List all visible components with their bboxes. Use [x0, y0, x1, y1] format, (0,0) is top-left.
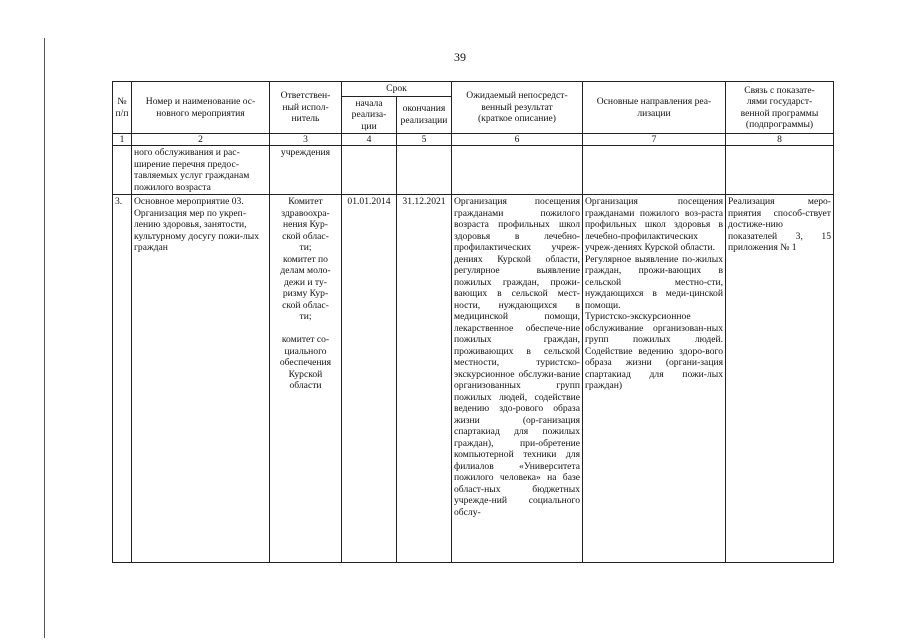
header-directions: Основные направления реа- лизации [583, 82, 726, 134]
column-number: 6 [452, 134, 583, 146]
scan-margin-line [44, 38, 45, 638]
directions [583, 146, 726, 195]
column-number: 7 [583, 134, 726, 146]
header-end: окончания реализации [397, 96, 452, 134]
header-responsible: Ответствен- ный испол- нитель [270, 82, 342, 134]
start-date: 01.01.2014 [342, 195, 397, 563]
header-link-indicators: Связь с показате- лями государст- венной программы (подпрограммы) [726, 82, 834, 134]
expected-result [452, 146, 583, 195]
column-number: 8 [726, 134, 834, 146]
responsible-executor: учреждения [270, 146, 342, 195]
column-number: 2 [132, 134, 270, 146]
header-term: Срок [342, 82, 452, 97]
indicator-link: Реализация меро-приятия способ-ствует достиже-нию показателей 3, 15 приложения № 1 [726, 195, 834, 563]
header-expected-result: Ожидаемый непосредст- венный результат (краткое описание) [452, 82, 583, 134]
table-row [113, 146, 834, 195]
row-number: 3. [113, 195, 132, 563]
column-number: 5 [397, 134, 452, 146]
responsible-executor: Комитет здравоохра- нения Кур- ской облас- ти; комитет по делам моло- дежи и ту- ризму Кур- ской облас- ти; комитет со- циального обеспечения Курской области [270, 195, 342, 563]
header-num: № п/п [113, 82, 132, 134]
header-start: начала реализа- ции [342, 96, 397, 134]
measure-name: Основное мероприятие 03. Организация мер по укреп-лению здоровья, занятости, культурному досугу пожи-лых граждан [132, 195, 270, 563]
start-date [342, 146, 397, 195]
end-date: 31.12.2021 [397, 195, 452, 563]
header-name: Номер и наименование ос- новного мероприятия [132, 82, 270, 134]
page-number: 39 [454, 50, 466, 64]
expected-result: Организация посещения гражданами пожилого возраста профильных школ здоровья в лечебно-профилактических учреж-дениях Курской области, регулярное выявление пожилых граждан, прожи-вающих в сельской мест-ности, нуждающихся в медицинской помощи, лекарственное обеспече-ние пожилых граждан, проживающих в сельской местности, туристско-экскурсионное обслужи-вание организованных групп пожилых людей, содействие ведению здо-рового образа жизни (ор-ганизация спартакиад для пожилых граждан), при-обретение компьютерной техники для филиалов «Университета пожилого человека» на базе област-ных бюджетных учрежде-ний социального обслу- [452, 195, 583, 563]
row-number [113, 146, 132, 195]
column-number: 4 [342, 134, 397, 146]
end-date [397, 146, 452, 195]
measures-table [112, 81, 834, 563]
column-number: 3 [270, 134, 342, 146]
directions: Организация посещения гражданами пожилого воз-раста профильных школ здоровья в лечебно-профилактических учреж-дениях Курской области. Регулярное выявление по-жилых граждан, прожи-вающих в сельской местно-сти, нуждающихся в меди-цинской помощи. Туристско-экскурсионное обслуживание организован-ных групп пожилых людей. Содействие ведению здоро-вого образа жизни (органи-зация спартакиад для пожи-лых граждан) [583, 195, 726, 563]
column-number: 1 [113, 134, 132, 146]
column-number-row [113, 134, 834, 146]
table-row [113, 195, 834, 563]
indicator-link [726, 146, 834, 195]
measure-name: ного обслуживания и рас- ширение перечня предос- тавляемых услуг гражданам пожилого возраста [132, 146, 270, 195]
